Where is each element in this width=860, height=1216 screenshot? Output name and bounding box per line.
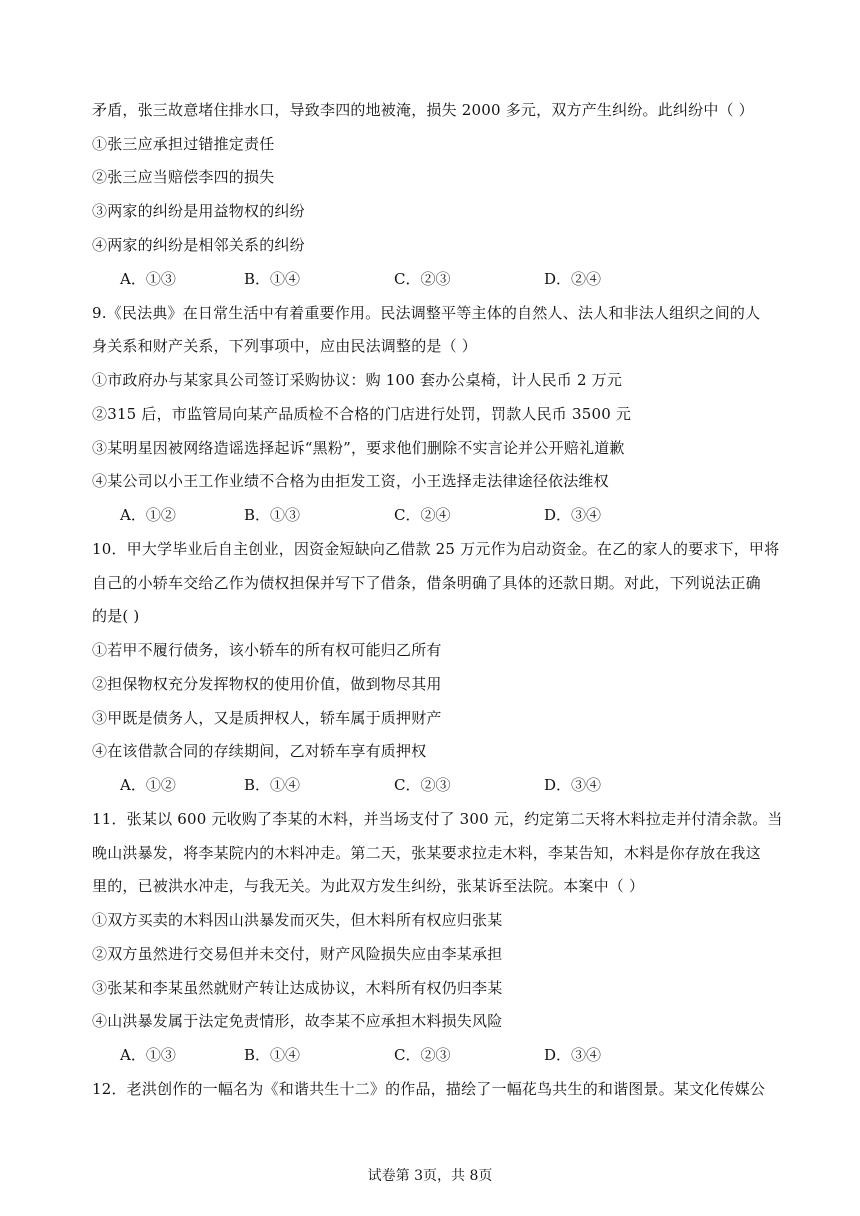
q10-option-c: C．②③: [394, 776, 451, 794]
q10-stem-line-2: 自己的小轿车交给乙作为债权担保并写下了借条，借条明确了具体的还款日期。对此，下列说法正确: [92, 574, 761, 592]
q11-stem-line-3: 里的，已被洪水冲走，与我无关。为此双方发生纠纷，张某诉至法院。本案中（ ）: [92, 877, 645, 895]
q9-stem-line-2: 身关系和财产关系，下列事项中，应由民法调整的是（ ）: [92, 337, 477, 355]
q10-statement-1: ①若甲不履行债务，该小轿车的所有权可能归乙所有: [92, 641, 442, 659]
q11-statement-1: ①双方买卖的木料因山洪暴发而灭失，但木料所有权应归张某: [92, 911, 503, 929]
q9-statement-4: ④某公司以小王工作业绩不合格为由拒发工资，小王选择走法律途径依法维权: [92, 472, 609, 490]
q9-option-c: C．②④: [394, 506, 451, 524]
q8-option-d: D．②④: [544, 270, 602, 288]
q10-stem-line-3: 的是( ): [92, 607, 140, 625]
q10-option-a: A．①②: [120, 776, 176, 794]
q10-option-d: D．③④: [544, 776, 602, 794]
q10-stem-line-1: 10．甲大学毕业后自主创业，因资金短缺向乙借款 25 万元作为启动资金。在乙的家人的要求下，甲将: [92, 540, 780, 558]
q10-statement-2: ②担保物权充分发挥物权的使用价值，做到物尽其用: [92, 675, 442, 693]
q11-statement-2: ②双方虽然进行交易但并未交付，财产风险损失应由李某承担: [92, 945, 503, 963]
q8-statement-2: ②张三应当赔偿李四的损失: [92, 168, 275, 186]
page-footer: 试卷第 3页，共 8页: [367, 1168, 493, 1184]
q9-statement-1: ①市政府办与某家具公司签订采购协议：购 100 套办公桌椅，计人民币 2 万元: [92, 371, 623, 389]
q8-option-a: A．①③: [120, 270, 176, 288]
q8-option-b: B．①④: [244, 270, 301, 288]
q9-statement-3: ③某明星因被网络造谣选择起诉“黑粉”，要求他们删除不实言论并公开赔礼道歉: [92, 439, 625, 457]
q11-option-b: B．①④: [244, 1046, 301, 1064]
q11-option-d: D．③④: [544, 1046, 602, 1064]
q9-stem-line-1: 9.《民法典》在日常生活中有着重要作用。民法调整平等主体的自然人、法人和非法人组织之间的人: [92, 304, 761, 322]
q9-statement-2: ②315 后，市监管局向某产品质检不合格的门店进行处罚，罚款人民币 3500 元: [92, 405, 632, 423]
q8-statement-1: ①张三应承担过错推定责任: [92, 135, 275, 153]
q8-statement-3: ③两家的纠纷是用益物权的纠纷: [92, 202, 305, 220]
q9-option-d: D．③④: [544, 506, 602, 524]
q9-option-b: B．①③: [244, 506, 301, 524]
q8-option-c: C．②③: [394, 270, 451, 288]
q11-option-c: C．②③: [394, 1046, 451, 1064]
q8-statement-4: ④两家的纠纷是相邻关系的纠纷: [92, 236, 305, 254]
q11-option-a: A．①③: [120, 1046, 176, 1064]
q11-statement-4: ④山洪暴发属于法定免责情形，故李某不应承担木料损失风险: [92, 1012, 503, 1030]
q9-option-a: A．①②: [120, 506, 176, 524]
q12-stem-line-1: 12．老洪创作的一幅名为《和谐共生十二》的作品，描绘了一幅花鸟共生的和谐图景。某文化传媒公: [92, 1080, 766, 1098]
q10-option-b: B．①④: [244, 776, 301, 794]
q8-stem-line: 矛盾，张三故意堵住排水口，导致李四的地被淹，损失 2000 多元，双方产生纠纷。此纠纷中（ ）: [92, 101, 754, 119]
q11-stem-line-1: 11．张某以 600 元收购了李某的木料，并当场支付了 300 元，约定第二天将木料拉走并付清余款。当: [92, 810, 783, 828]
q10-statement-3: ③甲既是债务人，又是质押权人，轿车属于质押财产: [92, 709, 442, 727]
q11-statement-3: ③张某和李某虽然就财产转让达成协议，木料所有权仍归李某: [92, 979, 503, 997]
q10-statement-4: ④在该借款合同的存续期间，乙对轿车享有质押权: [92, 742, 427, 760]
q11-stem-line-2: 晚山洪暴发，将李某院内的木料冲走。第二天，张某要求拉走木料，李某告知，木料是你存放在我这: [92, 844, 761, 862]
